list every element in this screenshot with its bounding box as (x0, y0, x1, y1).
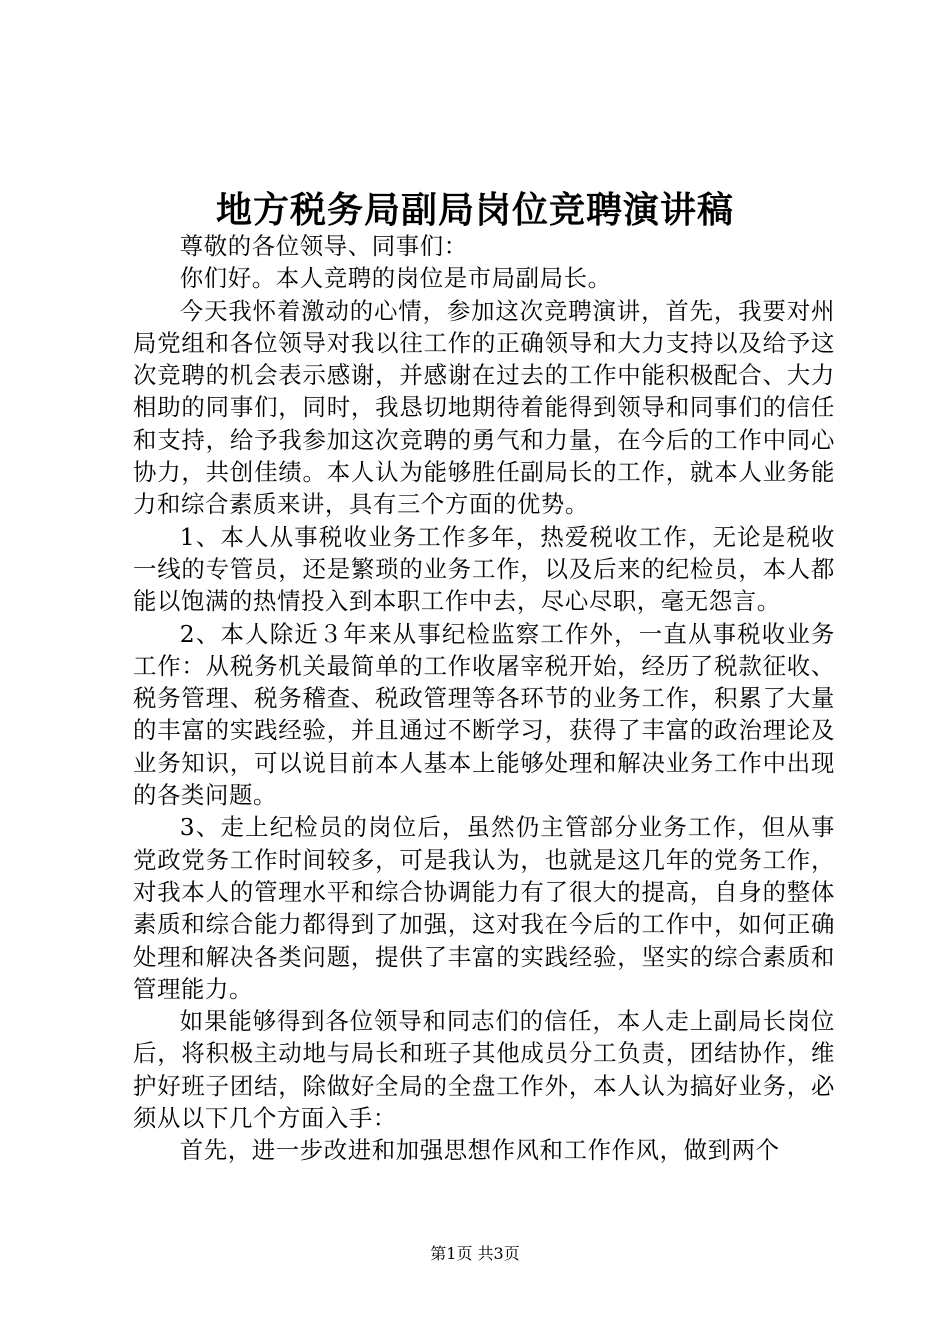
paragraph-advantage-1: 1、本人从事税收业务工作多年，热爱税收工作，无论是税收一线的专管员，还是繁琐的业务工作，以及后来的纪检员，本人都能以饱满的热情投入到本职工作中去，尽心尽职，毫无怨言。 (133, 522, 835, 616)
paragraph-first-point: 首先，进一步改进和加强思想作风和工作作风，做到两个 (179, 1136, 780, 1165)
paragraph-salutation: 尊敬的各位领导、同事们： (179, 232, 468, 260)
paragraph-greeting: 你们好。本人竞聘的岗位是市局副局长。 (179, 264, 612, 293)
document-title: 地方税务局副局岗位竞聘演讲稿 (215, 189, 734, 231)
paragraph-advantage-2: 2、本人除近３年来从事纪检监察工作外，一直从事税收业务工作：从税务机关最简单的工作收屠宰税开始，经历了税款征收、税务管理、税务稽查、税政管理等各环节的业务工作，积累了大量的丰富的实践经验，并且通过不断学习，获得了丰富的政治理论及业务知识，可以说目前本人基本上能够处理和解决业务工作中出现的各类问题。 (133, 619, 835, 810)
paragraph-plan: 如果能够得到各位领导和同志们的信任，本人走上副局长岗位后，将积极主动地与局长和班子其他成员分工负责，团结协作，维护好班子团结，除做好全局的全盘工作外，本人认为搞好业务，必须从以下几个方面入手： (133, 1007, 835, 1133)
document-body (133, 230, 835, 1167)
paragraph-introduction: 今天我怀着激动的心情，参加这次竞聘演讲，首先，我要对州局党组和各位领导对我以往工作的正确领导和大力支持以及给予这次竞聘的机会表示感谢，并感谢在过去的工作中能积极配合、大力相助的同事们，同时，我恳切地期待着能得到领导和同事们的信任和支持，给予我参加这次竞聘的勇气和力量，在今后的工作中同心协力，共创佳绩。本人认为能够胜任副局长的工作，就本人业务能力和综合素质来讲，具有三个方面的优势。 (133, 296, 835, 519)
paragraph-advantage-3: 3、走上纪检员的岗位后，虽然仍主管部分业务工作，但从事党政党务工作时间较多，可是我认为，也就是这几年的党务工作，对我本人的管理水平和综合协调能力有了很大的提高，自身的整体素质和综合能力都得到了加强，这对我在今后的工作中，如何正确处理和解决各类问题，提供了丰富的实践经验，坚实的综合素质和管理能力。 (133, 813, 835, 1003)
page-number: 第1页 共3页 (430, 1244, 520, 1263)
